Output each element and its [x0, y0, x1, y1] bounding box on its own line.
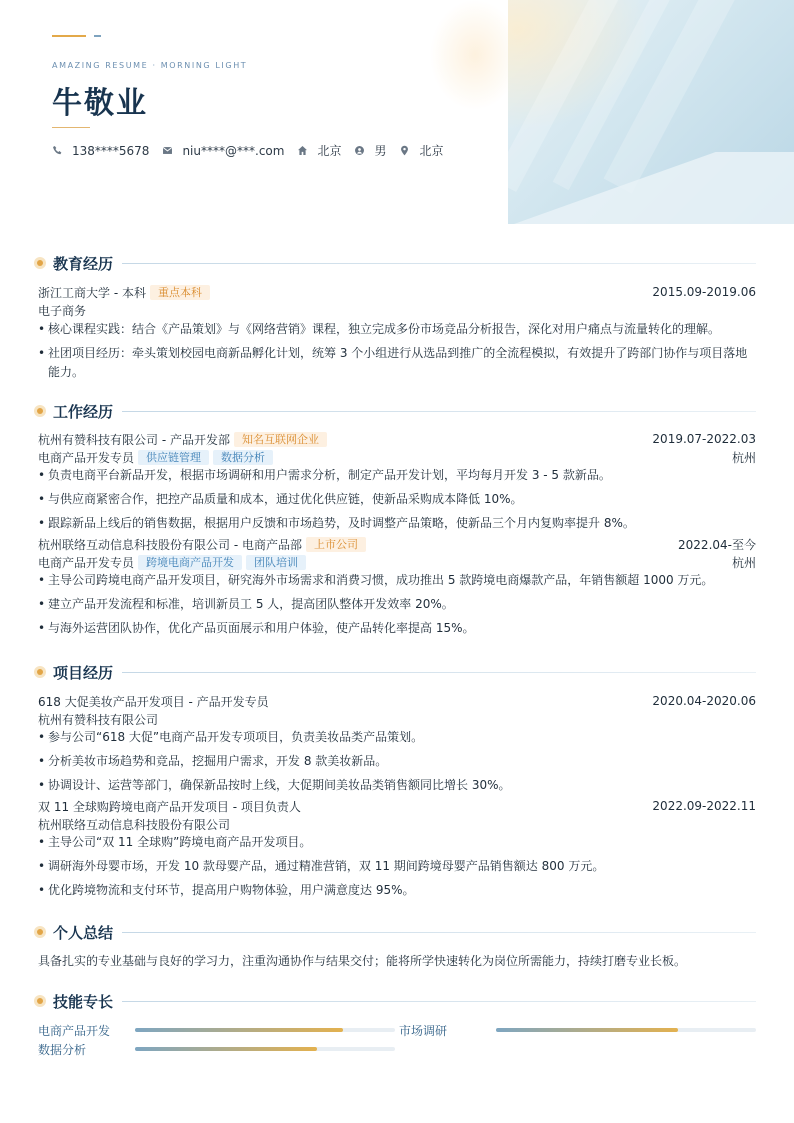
contact-phone — [52, 144, 149, 158]
skill-bar — [135, 1028, 395, 1032]
projects-section — [34, 661, 756, 905]
company-tag: 上市公司 — [306, 537, 366, 552]
contact-gender — [354, 142, 386, 159]
company-name: 杭州联络互动信息科技股份有限公司 - 电商产品部 — [38, 537, 302, 552]
section-bullet-icon — [34, 257, 46, 269]
candidate-name: 牛敬业 — [52, 86, 148, 121]
contact-residence — [297, 142, 341, 159]
work-city: 杭州 — [731, 555, 756, 570]
skill-bar-fill — [135, 1028, 343, 1032]
section-bullet-icon — [34, 995, 46, 1007]
section-header — [34, 990, 756, 1012]
project-name: 618 大促美妆产品开发项目 - 产品开发专员 — [38, 694, 269, 709]
gender-icon — [354, 145, 365, 156]
job-role: 电商产品开发专员 — [38, 555, 135, 570]
project-name: 双 11 全球购跨境电商产品开发项目 - 项目负责人 — [38, 799, 301, 814]
school-tag: 重点本科 — [150, 285, 210, 300]
role-tag: 团队培训 — [246, 555, 306, 570]
section-divider — [122, 932, 756, 933]
header-accent-line — [52, 35, 86, 37]
skills-section — [34, 990, 756, 1065]
section-divider — [122, 411, 756, 412]
summary-text: 具备扎实的专业基础与良好的学习力，注重沟通协作与结果交付；能将所学快速转化为岗位所需能力，持续打磨专业长板。 — [38, 954, 687, 968]
education-bullet: • 社团项目经历：牵头策划校园电商新品孵化计划，统筹 3 个小组进行从选品到推广的全流程模拟，有效提升了跨部门协作与项目落地能力。 — [38, 344, 756, 382]
project-org: 杭州联络互动信息科技股份有限公司 — [38, 817, 231, 832]
work-date: 2022.04-至今 — [678, 537, 756, 552]
project-bullet: • 调研海外母婴市场，开发 10 款母婴产品，通过精准营销，双 11 期间跨境母婴产品销售额达 800 万元。 — [38, 857, 756, 876]
contact-phone-text: 138****5678 — [72, 143, 150, 158]
work-bullet: • 与海外运营团队协作，优化产品页面展示和用户体验，使产品转化率提高 15%。 — [38, 619, 756, 638]
section-divider — [122, 263, 756, 264]
skill-item — [399, 1021, 756, 1039]
contact-email — [162, 144, 284, 158]
school-name: 浙江工商大学 - 本科 — [38, 285, 146, 300]
project-bullet: • 参与公司“618 大促”电商产品开发专项项目，负责美妆品类产品策划。 — [38, 728, 756, 747]
project-org: 杭州有赞科技有限公司 — [38, 712, 159, 727]
phone-icon — [52, 145, 63, 156]
header-decoration — [508, 0, 794, 224]
work-entry — [38, 430, 756, 533]
skill-name: 数据分析 — [38, 1042, 87, 1057]
work-section — [34, 400, 756, 643]
work-entry — [38, 535, 756, 638]
section-title: 教育经历 — [53, 254, 114, 273]
role-tag: 供应链管理 — [138, 450, 209, 465]
resume-tagline: AMAZING RESUME · MORNING LIGHT — [52, 61, 248, 70]
work-city: 杭州 — [731, 450, 756, 465]
section-divider — [122, 1001, 756, 1002]
role-tag: 数据分析 — [213, 450, 273, 465]
section-header — [34, 661, 756, 683]
section-header — [34, 921, 756, 943]
work-bullet: • 负责电商平台新品开发，根据市场调研和用户需求分析，制定产品开发计划，平均每月开发 3 - 5 款新品。 — [38, 466, 756, 485]
project-entry — [38, 692, 756, 795]
project-date: 2022.09-2022.11 — [652, 799, 756, 813]
skill-item — [38, 1040, 395, 1058]
contact-location — [399, 142, 443, 159]
section-header — [34, 252, 756, 274]
project-entry — [38, 797, 756, 900]
work-bullet: • 与供应商紧密合作，把控产品质量和成本，通过优化供应链，使新品采购成本降低 10%。 — [38, 490, 756, 509]
education-entry — [38, 283, 756, 382]
company-tag: 知名互联网企业 — [234, 432, 327, 447]
project-bullet: • 分析美妆市场趋势和竞品，挖掘用户需求，开发 8 款美妆新品。 — [38, 752, 756, 771]
major-name: 电子商务 — [38, 303, 87, 318]
header-glow — [430, 0, 520, 110]
work-bullet: • 跟踪新品上线后的销售数据，根据用户反馈和市场趋势，及时调整产品策略，使新品三个月内复购率提升 8%。 — [38, 514, 756, 533]
education-section — [34, 252, 756, 387]
home-icon — [297, 145, 308, 156]
work-bullet: • 主导公司跨境电商产品开发项目，研究海外市场需求和消费习惯，成功推出 5 款跨境电商爆款产品，年销售额超 1000 万元。 — [38, 571, 756, 590]
education-date: 2015.09-2019.06 — [652, 285, 756, 299]
education-bullet: • 核心课程实践：结合《产品策划》与《网络营销》课程，独立完成多份市场竞品分析报告，深化对用户痛点与流量转化的理解。 — [38, 320, 756, 339]
section-bullet-icon — [34, 666, 46, 678]
location-pin-icon — [399, 145, 410, 156]
skill-bar-fill — [135, 1047, 317, 1051]
contact-residence-text: 北京 — [317, 144, 342, 158]
job-role: 电商产品开发专员 — [38, 450, 135, 465]
name-underline — [52, 127, 90, 128]
section-divider — [122, 672, 756, 673]
contact-gender-text: 男 — [374, 144, 387, 158]
summary-section — [34, 921, 756, 971]
role-tag: 跨境电商产品开发 — [138, 555, 242, 570]
section-bullet-icon — [34, 926, 46, 938]
contact-location-text: 北京 — [419, 144, 444, 158]
contact-email-text: niu****@***.com — [182, 143, 285, 158]
skill-item — [38, 1021, 395, 1039]
work-date: 2019.07-2022.03 — [652, 432, 756, 446]
contact-bar — [52, 142, 457, 159]
project-bullet: • 主导公司“双 11 全球购”跨境电商产品开发项目。 — [38, 833, 756, 852]
section-title: 个人总结 — [53, 923, 114, 942]
project-bullet: • 协调设计、运营等部门，确保新品按时上线，大促期间美妆品类销售额同比增长 30%。 — [38, 776, 756, 795]
header-accent-dash — [94, 35, 101, 37]
work-bullet: • 建立产品开发流程和标准，培训新员工 5 人，提高团队整体开发效率 20%。 — [38, 595, 756, 614]
skill-bar — [496, 1028, 756, 1032]
section-title: 项目经历 — [53, 663, 114, 682]
section-header — [34, 400, 756, 422]
section-bullet-icon — [34, 405, 46, 417]
skill-name: 市场调研 — [399, 1023, 448, 1038]
skill-bar-fill — [496, 1028, 678, 1032]
section-title: 技能专长 — [53, 992, 114, 1011]
company-name: 杭州有赞科技有限公司 - 产品开发部 — [38, 432, 230, 447]
project-bullet: • 优化跨境物流和支付环节，提高用户购物体验，用户满意度达 95%。 — [38, 881, 756, 900]
skill-bar — [135, 1047, 395, 1051]
project-date: 2020.04-2020.06 — [652, 694, 756, 708]
section-title: 工作经历 — [53, 402, 114, 421]
skills-grid — [38, 1021, 756, 1065]
skill-name: 电商产品开发 — [38, 1023, 111, 1038]
mail-icon — [162, 145, 173, 156]
